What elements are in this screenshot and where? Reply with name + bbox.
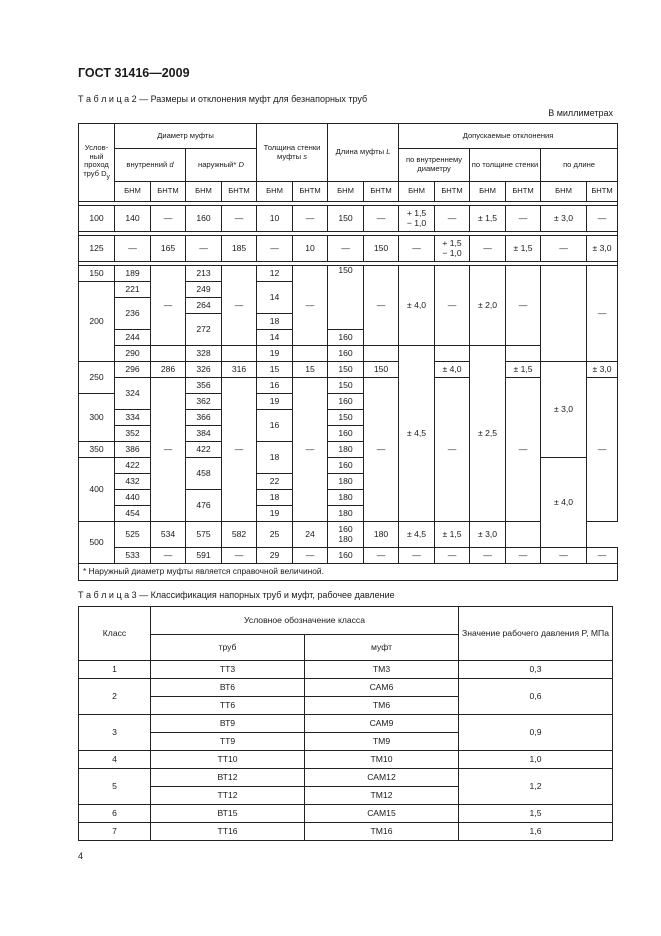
cell: 440	[115, 490, 151, 506]
cell: 14	[257, 330, 293, 346]
cell: —	[587, 378, 618, 522]
cell: 432	[115, 474, 151, 490]
col-header-bntm: БНТМ	[506, 182, 541, 202]
cell: 19	[257, 506, 293, 522]
cell: 125	[79, 236, 115, 262]
class-cell: 7	[79, 823, 151, 841]
cell	[364, 346, 399, 362]
pressure-cell: 1,5	[459, 805, 613, 823]
coupling-designation-cell: САМ6	[305, 679, 459, 697]
cell: 244	[115, 330, 151, 346]
cell: 150	[79, 266, 115, 282]
cell: 386	[115, 442, 151, 458]
cell: 150	[328, 266, 364, 330]
col-header-bnm: БНМ	[257, 182, 293, 202]
cell: ± 4,5	[399, 522, 435, 548]
cell: 324	[115, 378, 151, 410]
col-header-outer: наружный* D	[186, 149, 257, 182]
cell: ± 1,5	[435, 522, 470, 548]
cell: 180	[328, 442, 364, 458]
col-header-pressure: Значение рабочего давления P, МПа	[459, 607, 613, 661]
cell: —	[293, 206, 328, 232]
cell: —	[293, 548, 328, 564]
cell: 500	[79, 522, 115, 564]
class-cell: 6	[79, 805, 151, 823]
cell	[506, 346, 541, 362]
cell: 15	[257, 362, 293, 378]
cell: —	[470, 548, 506, 564]
cell: 18	[257, 442, 293, 474]
pressure-cell: 1,0	[459, 751, 613, 769]
cell: —	[587, 206, 618, 232]
cell: 264	[186, 298, 222, 314]
cell: 533	[115, 548, 151, 564]
cell: 290	[115, 346, 151, 362]
cell	[541, 266, 587, 362]
cell: ± 4,0	[541, 458, 587, 548]
pipe-designation-cell: ТТ10	[151, 751, 305, 769]
cell: 160	[186, 206, 222, 232]
col-header-bntm: БНТМ	[222, 182, 257, 202]
cell: 180	[364, 522, 399, 548]
col-header-by-inner-diameter: по внутреннему диаметру	[399, 149, 470, 182]
col-header-bnm: БНМ	[541, 182, 587, 202]
cell: 249	[186, 282, 222, 298]
class-cell: 3	[79, 715, 151, 751]
cell: 22	[257, 474, 293, 490]
cell: 400	[79, 458, 115, 522]
coupling-designation-cell: ТМ12	[305, 787, 459, 805]
cell: 165	[151, 236, 186, 262]
cell: 328	[186, 346, 222, 362]
pressure-cell: 0,6	[459, 679, 613, 715]
table-row	[79, 751, 613, 769]
cell: 15	[293, 362, 328, 378]
cell: —	[506, 266, 541, 346]
col-header-coupling-diameter: Диаметр муфты	[115, 124, 257, 149]
cell: ± 3,0	[541, 206, 587, 232]
cell: ± 4,0	[399, 266, 435, 346]
cell	[293, 346, 328, 362]
pressure-cell: 1,6	[459, 823, 613, 841]
cell: 454	[115, 506, 151, 522]
cell: 180	[328, 506, 364, 522]
cell: 180	[328, 490, 364, 506]
coupling-designation-cell: ТМ9	[305, 733, 459, 751]
cell: 422	[186, 442, 222, 458]
col-header-wall-thickness: Толщина стенки муфты s	[257, 124, 328, 182]
cell: —	[151, 266, 186, 346]
cell: 18	[257, 314, 293, 330]
col-header-bntm: БНТМ	[587, 182, 618, 202]
footnote-row	[79, 564, 618, 581]
cell: 185	[222, 236, 257, 262]
cell: 334	[115, 410, 151, 426]
cell: 140	[115, 206, 151, 232]
coupling-designation-cell: САМ15	[305, 805, 459, 823]
cell: —	[506, 206, 541, 232]
cell: 150	[328, 206, 364, 232]
class-cell: 1	[79, 661, 151, 679]
cell: 150	[328, 378, 364, 394]
table3-classification	[78, 606, 613, 841]
col-header-couplings: муфт	[305, 635, 459, 661]
table-row	[79, 823, 613, 841]
col-header-bntm: БНТМ	[435, 182, 470, 202]
table-row	[79, 266, 618, 282]
cell: —	[364, 266, 399, 346]
col-header-length: Длина муфты L	[328, 124, 399, 182]
cell: 180	[328, 474, 364, 490]
cell: 575	[186, 522, 222, 548]
cell: —	[257, 236, 293, 262]
table-row	[79, 236, 618, 262]
cell: 316	[222, 362, 257, 378]
cell: 213	[186, 266, 222, 282]
cell: 525	[115, 522, 151, 548]
cell: 16	[257, 378, 293, 394]
cell: —	[151, 548, 186, 564]
cell: 150	[364, 362, 399, 378]
cell: ± 4,0	[435, 362, 470, 378]
cell: 422	[115, 458, 151, 474]
cell: ± 4,5	[399, 346, 435, 522]
table-row	[79, 769, 613, 787]
cell: —	[399, 236, 435, 262]
cell: 296	[115, 362, 151, 378]
pipe-designation-cell: ВТ15	[151, 805, 305, 823]
footnote: * Наружный диаметр муфты является справочной величиной.	[79, 564, 618, 581]
cell: —	[222, 548, 257, 564]
cell: 160	[328, 330, 364, 346]
cell: 350	[79, 442, 115, 458]
cell: 160	[328, 394, 364, 410]
cell: 356	[186, 378, 222, 394]
cell: 384	[186, 426, 222, 442]
pipe-designation-cell: ВТ12	[151, 769, 305, 787]
table-row	[79, 715, 613, 733]
pipe-designation-cell: ТТ9	[151, 733, 305, 751]
cell: ± 2,0	[470, 266, 506, 346]
pressure-cell: 0,9	[459, 715, 613, 751]
cell: 286	[151, 362, 186, 378]
table2-caption: Т а б л и ц а 2 — Размеры и отклонения муфт для безнапорных труб	[78, 94, 368, 104]
col-header-by-wall-thickness: по толщине стенки	[470, 149, 541, 182]
col-header-inner: внутренний d	[115, 149, 186, 182]
cell	[435, 346, 470, 362]
cell: 366	[186, 410, 222, 426]
col-header-designation: Условное обозначение класса	[151, 607, 459, 635]
col-header-bntm: БНТМ	[364, 182, 399, 202]
cell: 300	[79, 394, 115, 442]
header-row	[79, 124, 618, 149]
table3-caption: Т а б л и ц а 3 — Классификация напорных труб и муфт, рабочее давление	[78, 590, 395, 600]
cell: 150	[328, 362, 364, 378]
cell: 14	[257, 282, 293, 314]
cell: —	[293, 378, 328, 522]
cell: —	[151, 378, 186, 522]
class-cell: 5	[79, 769, 151, 805]
cell: 19	[257, 346, 293, 362]
cell: —	[399, 548, 435, 564]
cell: 221	[115, 282, 151, 298]
coupling-designation-cell: САМ12	[305, 769, 459, 787]
cell: —	[151, 206, 186, 232]
table-row	[79, 805, 613, 823]
pressure-cell: 0,3	[459, 661, 613, 679]
pressure-cell: 1,2	[459, 769, 613, 805]
cell: ± 1,5	[470, 206, 506, 232]
cell: —	[435, 548, 470, 564]
cell: —	[328, 236, 364, 262]
cell: —	[541, 236, 587, 262]
cell: 160 180	[328, 522, 364, 548]
cell: —	[293, 266, 328, 346]
coupling-designation-cell: ТМ3	[305, 661, 459, 679]
page-title: ГОСТ 31416—2009	[78, 66, 190, 80]
table-row	[79, 362, 618, 378]
cell: 582	[222, 522, 257, 548]
cell: —	[222, 206, 257, 232]
cell: 236	[115, 298, 151, 330]
class-cell: 4	[79, 751, 151, 769]
coupling-designation-cell: ТМ10	[305, 751, 459, 769]
cell: 150	[364, 236, 399, 262]
col-header-pipes: труб	[151, 635, 305, 661]
cell: 100	[79, 206, 115, 232]
cell: 18	[257, 490, 293, 506]
cell: 458	[186, 458, 222, 490]
cell: 362	[186, 394, 222, 410]
cell: ± 1,5	[506, 362, 541, 378]
cell: ± 3,0	[587, 362, 618, 378]
pipe-designation-cell: ВТ6	[151, 679, 305, 697]
cell: 272	[186, 314, 222, 346]
cell: 200	[79, 282, 115, 362]
cell: —	[587, 266, 618, 362]
cell: 12	[257, 266, 293, 282]
header-row	[79, 607, 613, 635]
cell: —	[506, 378, 541, 522]
cell	[222, 346, 257, 362]
cell: —	[587, 548, 618, 564]
cell: 10	[257, 206, 293, 232]
cell: ± 3,0	[587, 236, 618, 262]
col-header-bnm: БНМ	[470, 182, 506, 202]
cell: ± 1,5	[506, 236, 541, 262]
pipe-designation-cell: ТТ6	[151, 697, 305, 715]
cell: 352	[115, 426, 151, 442]
col-header-bnm: БНМ	[186, 182, 222, 202]
cell: —	[435, 206, 470, 232]
cell: —	[186, 236, 222, 262]
coupling-designation-cell: САМ9	[305, 715, 459, 733]
class-cell: 2	[79, 679, 151, 715]
cell: 250	[79, 362, 115, 394]
cell: 591	[186, 548, 222, 564]
pipe-designation-cell: ТТ16	[151, 823, 305, 841]
units-label: В миллиметрах	[548, 108, 613, 118]
cell: 160	[328, 346, 364, 362]
table-row	[79, 661, 613, 679]
col-header-by-length: по длине	[541, 149, 618, 182]
cell: ± 3,0	[470, 522, 506, 548]
col-header-class: Класс	[79, 607, 151, 661]
cell: 150	[328, 410, 364, 426]
col-header-bnm: БНМ	[115, 182, 151, 202]
cell: —	[115, 236, 151, 262]
col-header-bntm: БНТМ	[151, 182, 186, 202]
table-row	[79, 548, 618, 564]
cell: 160	[328, 458, 364, 474]
table-row	[79, 346, 618, 362]
cell: 326	[186, 362, 222, 378]
table-row	[79, 679, 613, 697]
cell: 476	[186, 490, 222, 522]
col-header-conditional-pass: Услов-ный проход труб $D_у$	[79, 124, 115, 202]
cell: —	[541, 548, 587, 564]
cell	[151, 346, 186, 362]
cell: + 1,5 − 1,0	[435, 236, 470, 262]
cell: —	[222, 266, 257, 346]
cell: 25	[257, 522, 293, 548]
pipe-designation-cell: ТТ12	[151, 787, 305, 805]
cell: 160	[328, 426, 364, 442]
cell: + 1,5 − 1,0	[399, 206, 435, 232]
cell: —	[364, 378, 399, 522]
cell: 10	[293, 236, 328, 262]
cell: —	[435, 266, 470, 346]
cell: —	[470, 236, 506, 262]
coupling-designation-cell: ТМ16	[305, 823, 459, 841]
cell: ± 3,0	[541, 362, 587, 458]
col-header-tolerances: Допускаемые отклонения	[399, 124, 618, 149]
cell: 24	[293, 522, 328, 548]
table-row	[79, 378, 618, 394]
coupling-designation-cell: ТМ6	[305, 697, 459, 715]
col-header-bnm: БНМ	[399, 182, 435, 202]
col-header-bnm: БНМ	[328, 182, 364, 202]
cell: 534	[151, 522, 186, 548]
cell: —	[506, 548, 541, 564]
cell: ± 2,5	[470, 346, 506, 522]
col-header-bntm: БНТМ	[293, 182, 328, 202]
page-number: 4	[78, 851, 84, 861]
header-row	[79, 182, 618, 202]
cell: —	[222, 378, 257, 522]
cell: —	[364, 548, 399, 564]
pipe-designation-cell: ВТ9	[151, 715, 305, 733]
pipe-designation-cell: ТТ3	[151, 661, 305, 679]
table-row	[79, 522, 618, 548]
cell: —	[435, 378, 470, 522]
cell: 189	[115, 266, 151, 282]
cell: —	[364, 206, 399, 232]
table-row	[79, 206, 618, 232]
cell: 160	[328, 548, 364, 564]
cell: 29	[257, 548, 293, 564]
cell: 19	[257, 394, 293, 410]
cell: 16	[257, 410, 293, 442]
table2-coupling-dimensions	[78, 123, 618, 581]
